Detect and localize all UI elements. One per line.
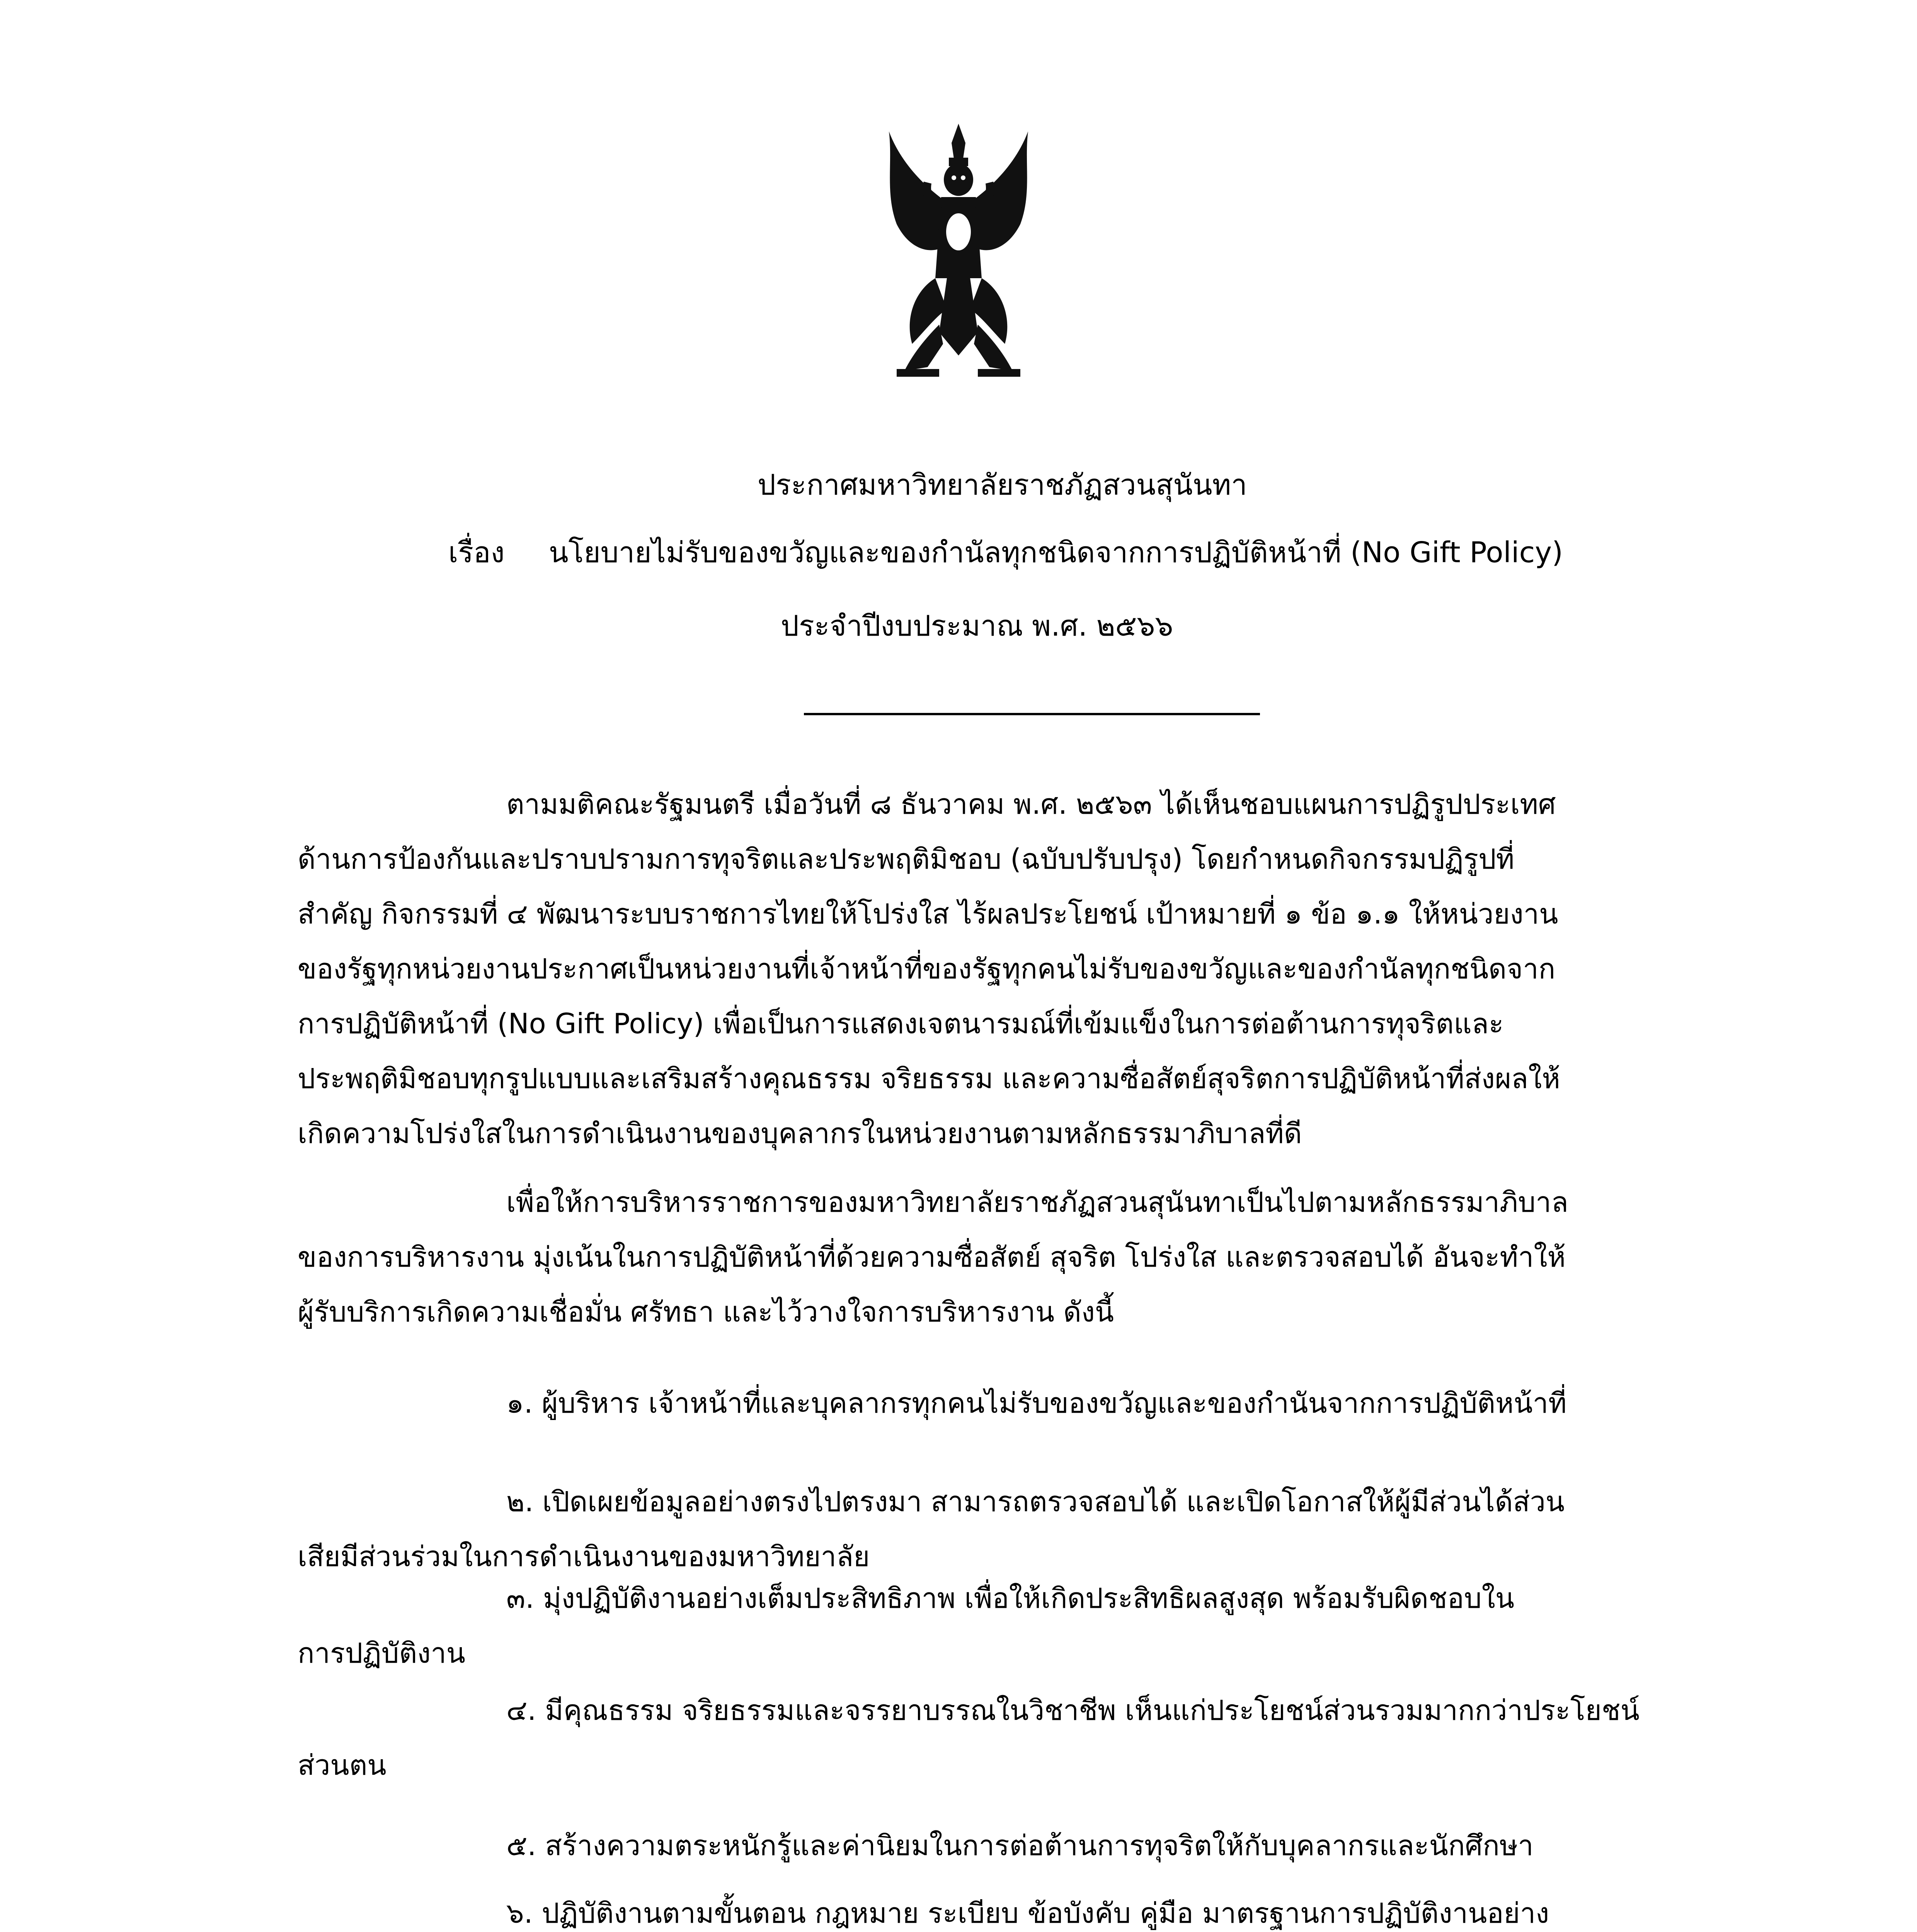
policy-item-6 — [298, 1886, 1739, 1932]
list-item: ๓. มุ่งปฏิบัติงานอย่างเต็มประสิทธิภาพ เพื่อให้เกิดประสิทธิผลสูงสุด พร้อมรับผิดชอบใน — [506, 1582, 1515, 1614]
list-item: ๔. มีคุณธรรม จริยธรรมและจรรยาบรรณในวิชาชีพ เห็นแก่ประโยชน์ส่วนรวมมากกว่าประโยชน์ — [506, 1694, 1639, 1726]
policy-item-4 — [298, 1683, 1739, 1793]
paragraph-line: ด้านการป้องกันและปราบปรามการทุจริตและประพฤติมิชอบ (ฉบับปรับปรุง) โดยกำหนดกิจกรรมปฏิรูปที่ — [298, 843, 1515, 875]
paragraph-line: ตามมติคณะรัฐมนตรี เมื่อวันที่ ๘ ธันวาคม พ.ศ. ๒๕๖๓ ได้เห็นชอบแผนการปฏิรูปประเทศ — [506, 788, 1556, 820]
paragraph-line: เพื่อให้การบริหารราชการของมหาวิทยาลัยราชภัฏสวนสุนันทาเป็นไปตามหลักธรรมาภิบาล — [506, 1186, 1568, 1218]
list-item-continuation: ส่วนตน — [298, 1749, 386, 1781]
paragraph-line: เกิดความโปร่งใสในการดำเนินงานของบุคลากรในหน่วยงานตามหลักธรรมาภิบาลที่ดี — [298, 1117, 1302, 1150]
list-item: ๖. ปฏิบัติงานตามขั้นตอน กฎหมาย ระเบียบ ข้อบังคับ คู่มือ มาตรฐานการปฏิบัติงานอย่าง — [506, 1897, 1549, 1929]
list-item-continuation: การปฏิบัติงาน — [298, 1637, 466, 1669]
garuda-emblem-icon — [870, 116, 1047, 394]
subject-text: นโยบายไม่รับของขวัญและของกำนัลทุกชนิดจากการปฏิบัติหน้าที่ (No Gift Policy) — [549, 536, 1563, 569]
paragraph-line: การปฏิบัติหน้าที่ (No Gift Policy) เพื่อเป็นการแสดงเจตนารมณ์ที่เข้มแข็งในการต่อต้านการทุจริตและ — [298, 1007, 1504, 1040]
document-title: ประกาศมหาวิทยาลัยราชภัฏสวนสุนันทา — [758, 468, 1247, 502]
header-divider — [804, 713, 1260, 715]
paragraph-purpose — [298, 1175, 1739, 1339]
list-item-continuation: เสียมีส่วนร่วมในการดำเนินงานของมหาวิทยาลัย — [298, 1540, 870, 1573]
policy-item-3 — [298, 1571, 1739, 1680]
paragraph-line: สำคัญ กิจกรรมที่ ๔ พัฒนาระบบราชการไทยให้โปร่งใส ไร้ผลประโยชน์ เป้าหมายที่ ๑ ข้อ ๑.๑ ให้หน่วยงาน — [298, 898, 1558, 930]
paragraph-line: ประพฤติมิชอบทุกรูปแบบและเสริมสร้างคุณธรรม จริยธรรม และความซื่อสัตย์สุจริตการปฏิบัติหน้าที่ส่งผลให้ — [298, 1062, 1560, 1095]
paragraph-line: ผู้รับบริการเกิดความเชื่อมั่น ศรัทธา และไว้วางใจการบริหารงาน ดังนี้ — [298, 1296, 1114, 1328]
list-item: ๕. สร้างความตระหนักรู้และค่านิยมในการต่อต้านการทุจริตให้กับบุคลากรและนักศึกษา — [506, 1829, 1534, 1862]
subject-label: เรื่อง — [448, 536, 505, 569]
paragraph-resolution — [298, 777, 1739, 1161]
paragraph-line: ของการบริหารงาน มุ่งเน้นในการปฏิบัติหน้าที่ด้วยความซื่อสัตย์ สุจริต โปร่งใส และตรวจสอบได้ อันจะทำให้ — [298, 1241, 1566, 1273]
policy-item-1 — [298, 1376, 1739, 1430]
policy-item-2 — [298, 1474, 1739, 1584]
paragraph-line: ของรัฐทุกหน่วยงานประกาศเป็นหน่วยงานที่เจ้าหน้าที่ของรัฐทุกคนไม่รับของขวัญและของกำนัลทุกชนิดจาก — [298, 952, 1556, 985]
policy-item-5 — [298, 1818, 1739, 1873]
list-item: ๒. เปิดเผยข้อมูลอย่างตรงไปตรงมา สามารถตรวจสอบได้ และเปิดโอกาสให้ผู้มีส่วนได้ส่วน — [506, 1485, 1565, 1518]
list-item: ๑. ผู้บริหาร เจ้าหน้าที่และบุคลากรทุกคนไม่รับของขวัญและของกำนันจากการปฏิบัติหน้าที่ — [506, 1387, 1567, 1419]
fiscal-year: ประจำปีงบประมาณ พ.ศ. ๒๕๖๖ — [781, 609, 1173, 643]
